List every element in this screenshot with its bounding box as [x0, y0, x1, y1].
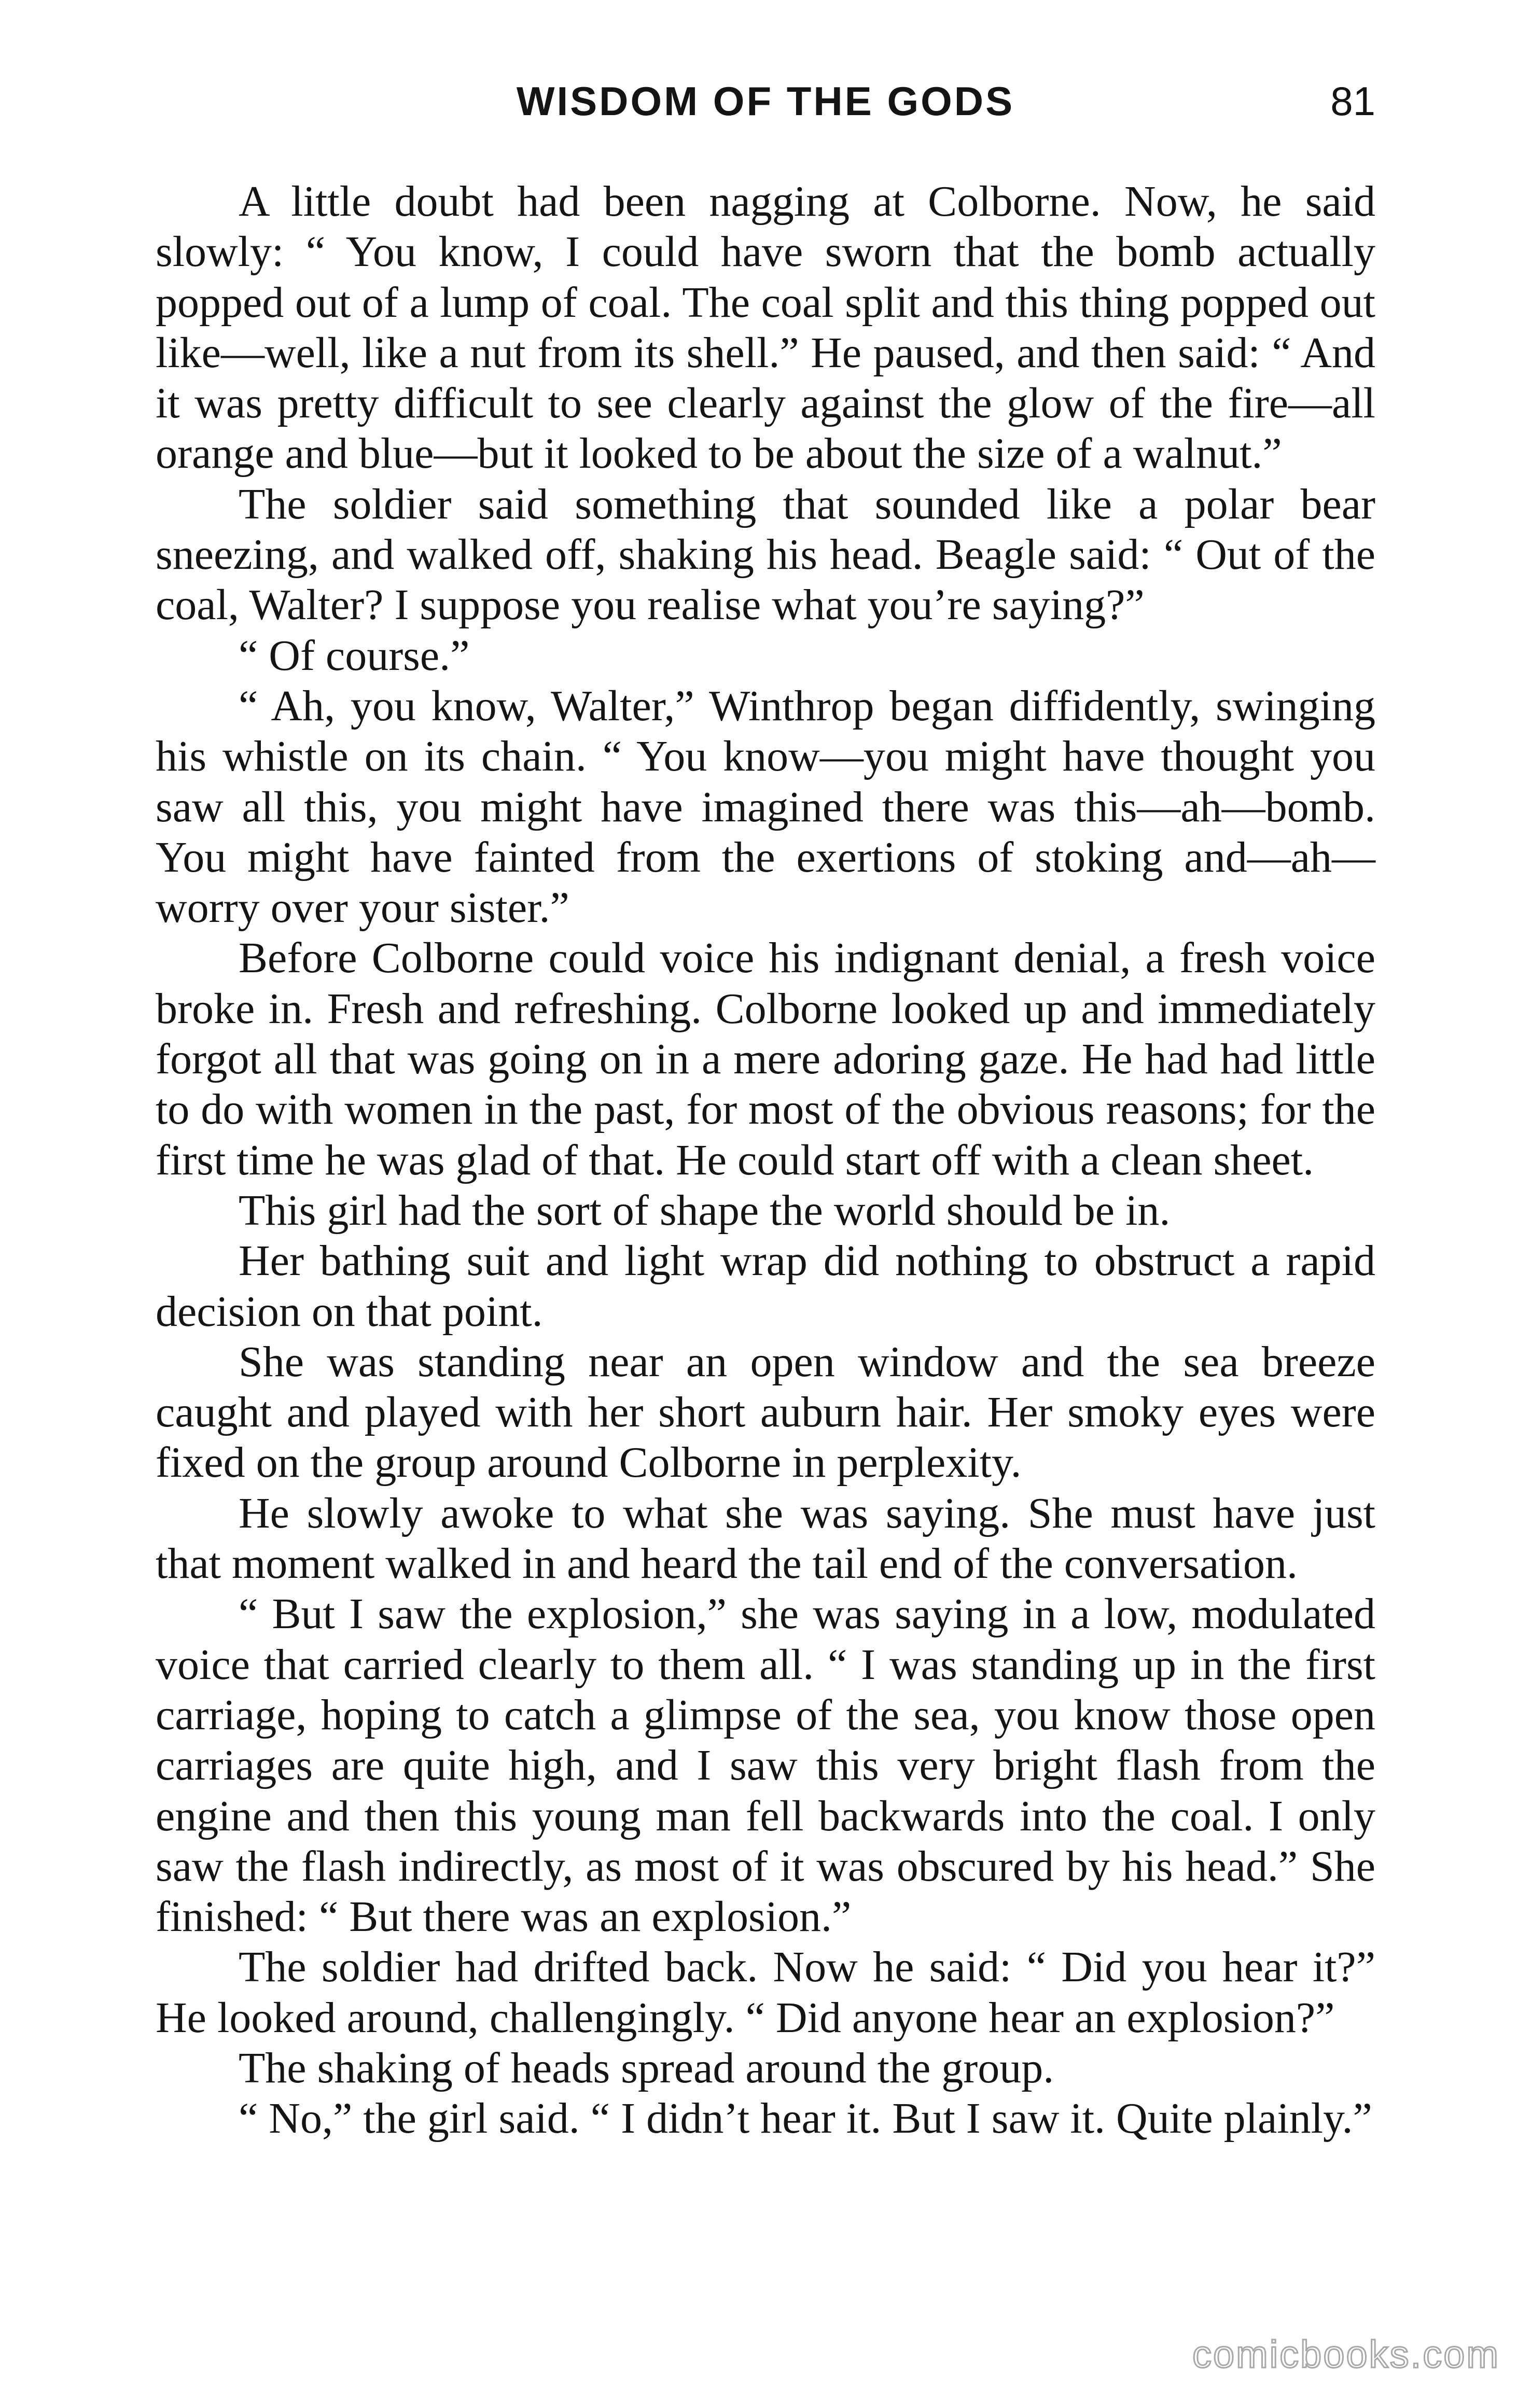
paragraph: Before Colborne could voice his indignant denial, a fresh voice broke in. Fresh and refreshing. Colborne looked up and immediately forgot all that was going on in a mere adoring gaze. He had had little to do with women in the past, for most of the obvious reasons; for the first time he was glad of that. He could start off with a clean sheet. [156, 934, 1375, 1184]
paragraph: The shaking of heads spread around the group. [239, 2043, 1054, 2092]
paragraph: “ Ah, you know, Walter,” Winthrop began diffidently, swinging his whistle on its chain. “ You know—you might have thought you saw all this, you might have imagined there was this—ah—bomb. You might have fainted from the exertions of stoking and—ah—worry over your sister.” [156, 681, 1375, 932]
paragraph: She was standing near an open window and the sea breeze caught and played with her short auburn hair. Her smoky eyes were fixed on the group around Colborne in perplexity. [156, 1337, 1375, 1487]
paragraph: Her bathing suit and light wrap did nothing to obstruct a rapid decision on that point. [156, 1237, 1375, 1336]
watermark: comicbooks.com [1192, 2333, 1500, 2376]
paragraph: The soldier had drifted back. Now he said: “ Did you hear it?” He looked around, challengingly. “ Did anyone hear an explosion?” [156, 1943, 1375, 2042]
paragraph: “ But I saw the explosion,” she was saying in a low, modulated voice that carried clearly to them all. “ I was standing up in the first carriage, hoping to catch a glimpse of the sea, you know those open carriages are quite high, and I saw this very bright flash from the engine and then this young man fell backwards into the coal. I only saw the flash indirectly, as most of it was obscured by his head.” She finished: “ But there was an explosion.” [156, 1590, 1375, 1941]
page-header [156, 78, 1375, 135]
paragraph: “ No,” the girl said. “ I didn’t hear it. But I saw it. Quite plainly.” [239, 2094, 1372, 2143]
running-title: WISDOM OF THE GODS [516, 78, 1015, 124]
page-number: 81 [1330, 78, 1375, 124]
paragraph: “ Of course.” [239, 631, 470, 680]
paragraph: A little doubt had been nagging at Colborne. Now, he said slowly: “ You know, I could have sworn that the bomb actually popped out of a lump of coal. The coal split and this thing popped out like—well, like a nut from its shell.” He paused, and then said: “ And it was pretty difficult to see clearly against the glow of the fire—all orange and blue—but it looked to be about the size of a walnut.” [156, 177, 1375, 478]
paragraph: He slowly awoke to what she was saying. She must have just that moment walked in and heard the tail end of the conversation. [156, 1489, 1375, 1588]
body-text [156, 176, 1375, 2144]
paragraph: The soldier said something that sounded like a polar bear sneezing, and walked off, shaking his head. Beagle said: “ Out of the coal, Walter? I suppose you realise what you’re saying?” [156, 480, 1375, 629]
paragraph: This girl had the sort of shape the world should be in. [239, 1186, 1171, 1235]
